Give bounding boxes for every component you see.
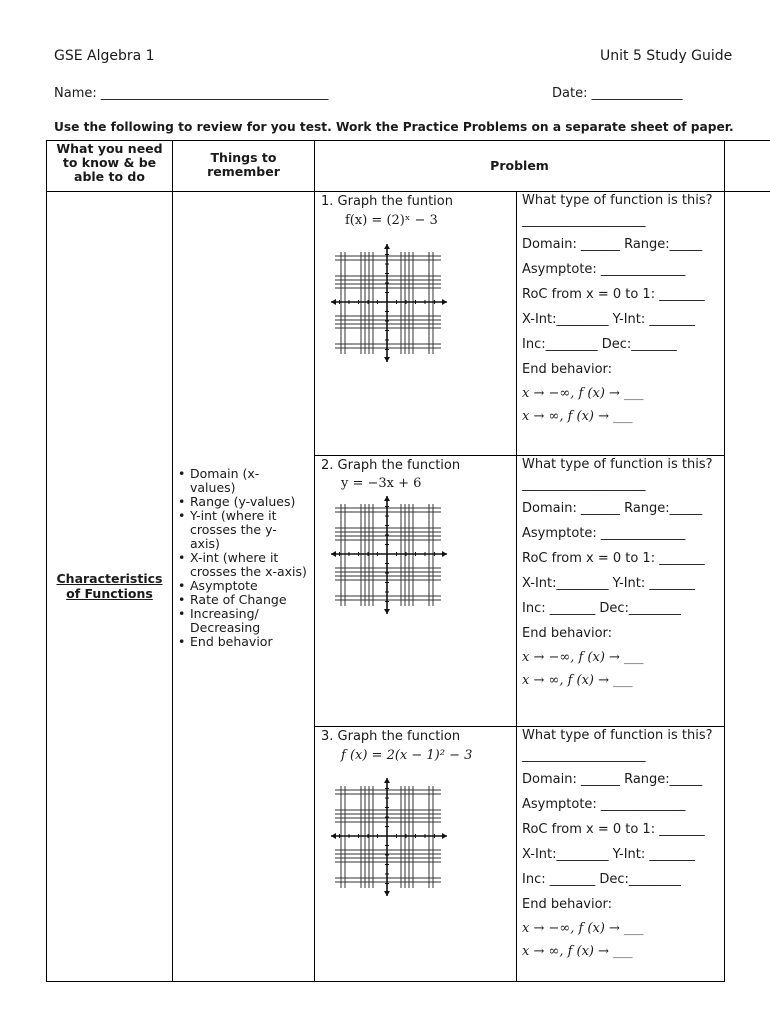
domain-range-field[interactable]: Domain: ______ Range:_____ [522,772,703,787]
list-item: • X-int (where it [176,551,312,565]
intercepts-field[interactable]: X-Int:________ Y-Int: _______ [522,312,695,327]
problem-1-equation: f(x) = (2)ˣ − 3 [345,213,438,228]
things-to-remember-list: • Domain (x- values) • Range (y-values) • Y-int (where it crosses the y- axis) • X-int (where it crosses the x-axis) • Asymptote • Rate of Change • Increasing/ Decreasing • End behavior [176,467,312,649]
col-header-things-to-remember: Things to remember [207,150,280,179]
topic-characteristics-of-functions: Characteristics of Functions [56,571,163,601]
problem-3-equation: f (x) = 2(x − 1)² − 3 [341,748,473,763]
roc-field[interactable]: RoC from x = 0 to 1: _______ [522,287,705,302]
asymptote-field[interactable]: Asymptote: _____________ [522,262,686,277]
coordinate-grid-1 [331,244,447,362]
coordinate-grid-3 [331,778,447,896]
roc-field[interactable]: RoC from x = 0 to 1: _______ [522,551,705,566]
list-item: • Rate of Change [176,593,312,607]
type-answer-blank[interactable]: ___________________ [522,477,646,492]
domain-range-field[interactable]: Domain: ______ Range:_____ [522,237,703,252]
inc-dec-field[interactable]: Inc:________ Dec:_______ [522,337,677,352]
end-behavior-neg[interactable]: x → −∞, f (x) → ___ [522,650,644,665]
problem-2-equation: y = −3x + 6 [341,476,422,491]
col-header-need-to-know: What you need to know & be able to do [56,141,163,184]
list-item: • Range (y-values) [176,495,312,509]
intercepts-field[interactable]: X-Int:________ Y-Int: _______ [522,847,695,862]
asymptote-field[interactable]: Asymptote: _____________ [522,526,686,541]
problem-2-answers: What type of function is this? ___________________ Domain: ______ Range:_____ Asymptote: _____________ RoC from x = 0 to 1: _______ X-Int:________ Y-Int: _______ Inc: _______ Dec:________ End behavior: x → −∞, f (x) → ___ x → ∞, f (x) → ___ [522,456,722,692]
name-field[interactable]: Name: ___________________________________ [54,86,329,101]
list-item: • Domain (x- [176,467,312,481]
instructions: Use the following to review for you test. Work the Practice Problems on a separate sheet of paper. [54,120,734,134]
end-behavior-neg[interactable]: x → −∞, f (x) → ___ [522,386,644,401]
list-item: • Y-int (where it [176,509,312,523]
col-header-problem: Problem [490,158,549,173]
problem-1-prompt: 1. Graph the funtion [321,194,453,209]
inc-dec-field[interactable]: Inc: _______ Dec:________ [522,872,681,887]
problem-2-prompt: 2. Graph the function [321,458,461,473]
list-item: • Asymptote [176,579,312,593]
problem-3-answers: What type of function is this? ___________________ Domain: ______ Range:_____ Asymptote: _____________ RoC from x = 0 to 1: _______ X-Int:________ Y-Int: _______ Inc: _______ Dec:________ End behavior: x → −∞, f (x) → ___ x → ∞, f (x) → ___ [522,727,722,963]
end-behavior-neg[interactable]: x → −∞, f (x) → ___ [522,921,644,936]
list-item: • End behavior [176,635,312,649]
unit-title: Unit 5 Study Guide [600,48,733,64]
inc-dec-field[interactable]: Inc: _______ Dec:________ [522,601,681,616]
intercepts-field[interactable]: X-Int:________ Y-Int: _______ [522,576,695,591]
type-answer-blank[interactable]: ___________________ [522,748,646,763]
domain-range-field[interactable]: Domain: ______ Range:_____ [522,501,703,516]
roc-field[interactable]: RoC from x = 0 to 1: _______ [522,822,705,837]
end-behavior-pos[interactable]: x → ∞, f (x) → ___ [522,673,633,688]
coordinate-grid-2 [331,496,447,614]
problem-1-answers: What type of function is this? ___________________ Domain: ______ Range:_____ Asymptote: _____________ RoC from x = 0 to 1: _______ X-Int:________ Y-Int: _______ Inc:________ Dec:_______ End behavior: x → −∞, f (x) → ___ x → ∞, f (x) → ___ [522,192,722,428]
asymptote-field[interactable]: Asymptote: _____________ [522,797,686,812]
problem-3-prompt: 3. Graph the function [321,729,461,744]
date-field[interactable]: Date: ______________ [552,86,683,101]
type-answer-blank[interactable]: ___________________ [522,213,646,228]
end-behavior-pos[interactable]: x → ∞, f (x) → ___ [522,944,633,959]
list-item: • Increasing/ [176,607,312,621]
course-title: GSE Algebra 1 [54,48,155,64]
end-behavior-pos[interactable]: x → ∞, f (x) → ___ [522,409,633,424]
